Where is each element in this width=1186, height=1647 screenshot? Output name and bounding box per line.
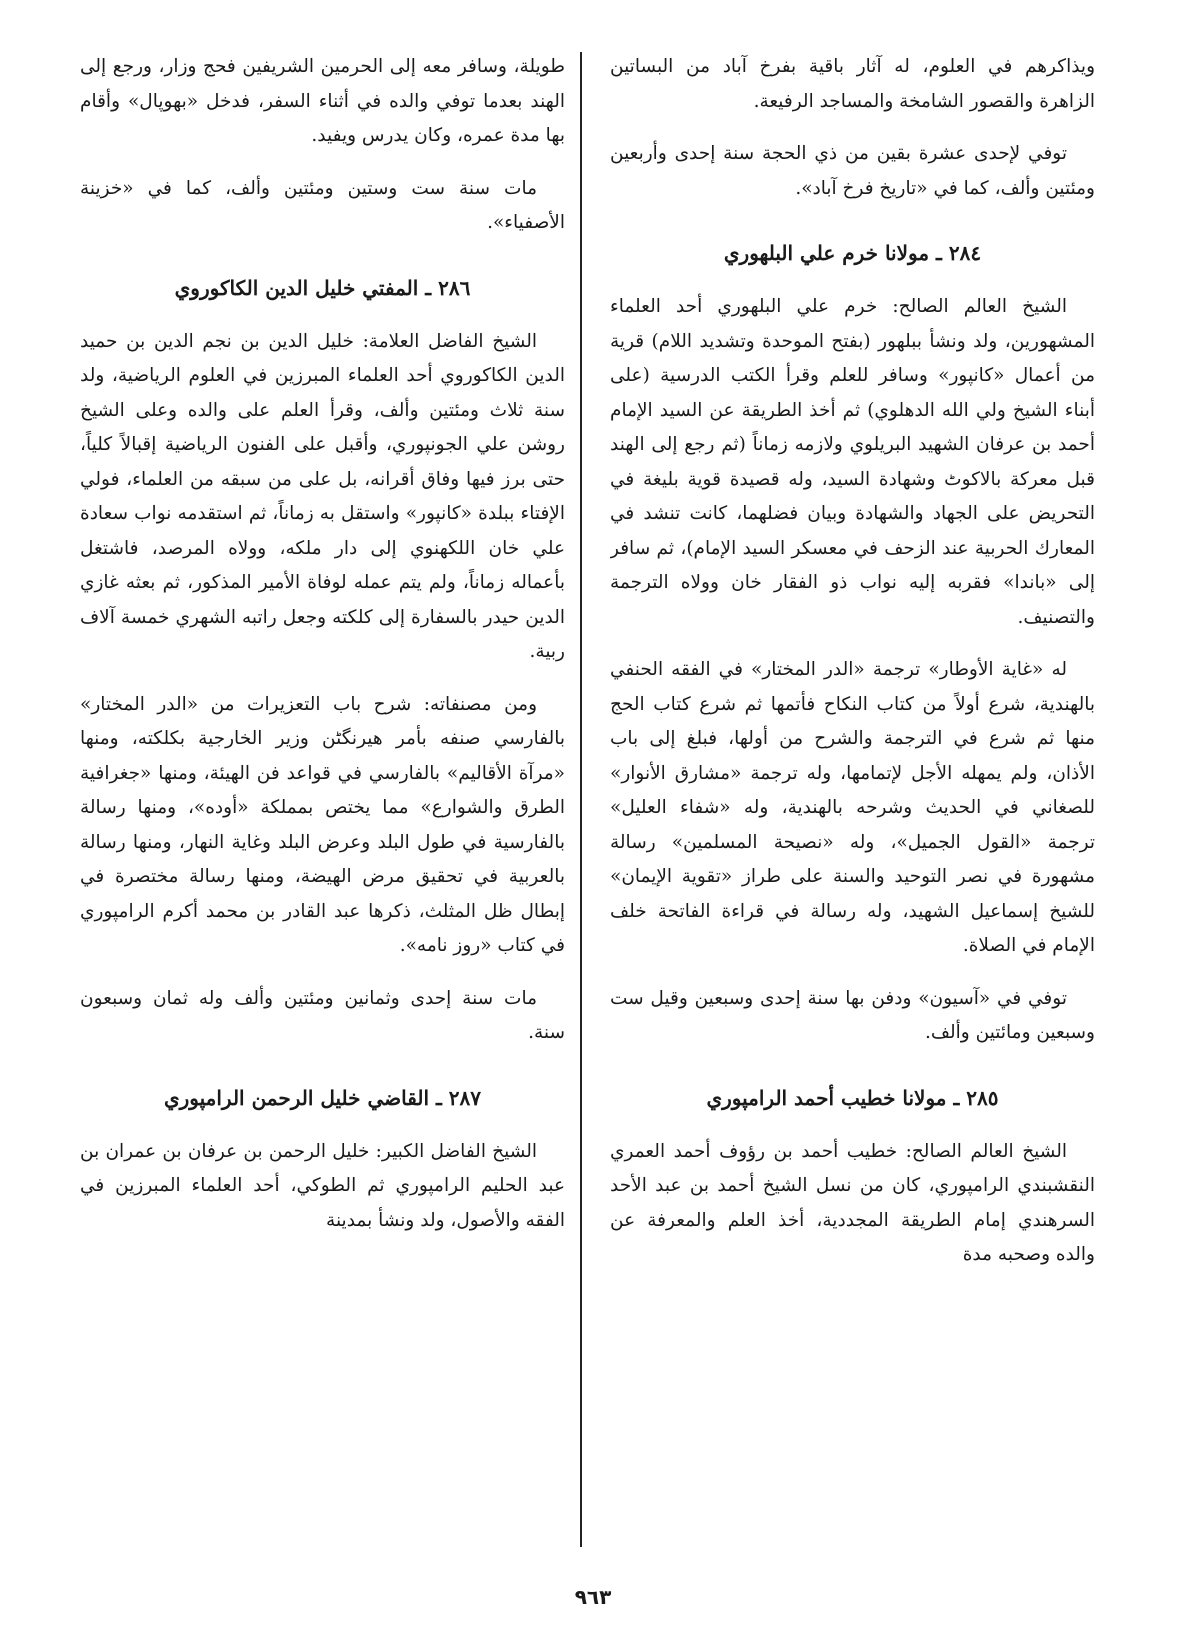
entry-heading-286: ٢٨٦ ـ المفتي خليل الدين الكاكوروي	[174, 275, 471, 300]
right-column	[610, 50, 1095, 1550]
entry-heading-284: ٢٨٤ ـ مولانا خرم علي البلهوري	[723, 241, 982, 265]
paragraph: الشيخ العالم الصالح: خطيب أحمد بن رؤوف أحمد العمري النقشبندي الرامپوري، كان من نسل الشيخ أحمد بن عبد الأحد السرهندي إمام الطريقة المجددية، أخذ العلم والمعرفة عن والده وصحبه مدة	[610, 1140, 1095, 1265]
entry-heading-285: ٢٨٥ ـ مولانا خطيب أحمد الرامپوري	[706, 1085, 999, 1110]
page-number: ٩٦٣	[574, 1585, 612, 1609]
paragraph: طويلة، وسافر معه إلى الحرمين الشريفين فحج وزار، ورجع إلى الهند بعدما توفي والده في أثناء السفر، فدخل «بهوپال» وأقام بها مدة عمره، وكان يدرس ويفيد.	[80, 56, 565, 146]
left-column	[80, 50, 565, 1550]
paragraph: مات سنة ست وستين ومئتين وألف، كما في «خزينة الأصفياء».	[80, 177, 565, 233]
paragraph: مات سنة إحدى وثمانين ومئتين وألف وله ثمان وسبعون سنة.	[80, 987, 565, 1043]
paragraph: الشيخ العالم الصالح: خرم علي البلهوري أحد العلماء المشهورين، ولد ونشأ ببلهور (بفتح الموحدة وتشديد اللام) قرية من أعمال «كانپور» وسافر للعلم وقرأ الكتب الدرسية (على أبناء الشيخ ولي الله الدهلوي) ثم أخذ الطريقة عن السيد الإمام أحمد بن عرفان الشهيد البريلوي ولازمه زماناً (ثم رجع إلى الهند قبل معركة بالاكوٹ وشهادة السيد، وله قصيدة قوية بليغة في التحريض على الجهاد والشهادة وبيان فضلهما، كانت تنشد في المعارك الحربية عند الزحف في معسكر السيد الإمام)، ثم سافر إلى «باندا» فقربه إليه نواب ذو الفقار خان وولاه الترجمة والتصنيف.	[610, 296, 1095, 628]
paragraph: له «غاية الأوطار» ترجمة «الدر المختار» في الفقه الحنفي بالهندية، شرع أولاً من كتاب النكاح فأتمها ثم شرع كتاب الحج منها ثم شرع في الترجمة والشرح من أولها، فبلغ إلى باب الأذان، ولم يمهله الأجل لإتمامها، وله ترجمة «مشارق الأنوار» للصغاني في الحديث وشرحه بالهندية، وله «شفاء العليل» ترجمة «القول الجميل»، وله «نصيحة المسلمين» رسالة مشهورة في نصر التوحيد والسنة على طراز «تقوية الإيمان» للشيخ إسماعيل الشهيد، وله رسالة في قراءة الفاتحة خلف الإمام في الصلاة.	[610, 659, 1095, 956]
entry-heading-287: ٢٨٧ ـ القاضي خليل الرحمن الرامپوري	[163, 1085, 482, 1110]
paragraph: الشيخ الفاضل العلامة: خليل الدين بن نجم الدين بن حميد الدين الكاكوروي أحد العلماء المبرزين في العلوم الرياضية، ولد سنة ثلاث ومئتين وألف، وقرأ العلم على والده وعلى الشيخ روشن علي الجونپوري، وأقبل على الفنون الرياضية إقبالاً كلياً، حتى برز فيها وفاق أقرانه، بل على من سبقه من العلماء، فولي الإفتاء ببلدة «كانپور» واستقل به زماناً، ثم استقدمه نواب سعادة علي خان اللكهنوي إلى دار ملكه، وولاه المرصد، فاشتغل بأعماله زماناً، ولم يتم عمله لوفاة الأمير المذكور، ثم بعثه غازي الدين حيدر بالسفارة إلى كلكته وجعل راتبه الشهري خمسة آلاف ربية.	[80, 330, 565, 662]
paragraph: ويذاكرهم في العلوم، له آثار باقية بفرخ آباد من البساتين الزاهرة والقصور الشامخة والمساجد الرفيعة.	[610, 56, 1095, 112]
paragraph: توفي لإحدى عشرة بقين من ذي الحجة سنة إحدى وأربعين ومئتين وألف، كما في «تاريخ فرخ آباد».	[610, 143, 1095, 199]
paragraph: توفي في «آسيون» ودفن بها سنة إحدى وسبعين وقيل ست وسبعين ومائتين وألف.	[610, 987, 1095, 1043]
paragraph: الشيخ الفاضل الكبير: خليل الرحمن بن عرفان بن عمران بن عبد الحليم الرامپوري ثم الطوكي، أحد العلماء المبرزين في الفقه والأصول، ولد ونشأ بمدينة	[80, 1140, 565, 1231]
paragraph: ومن مصنفاته: شرح باب التعزيرات من «الدر المختار» بالفارسي صنفه بأمر هيرنگٹن وزير الخارجية بكلكته، ومنها «مرآة الأقاليم» بالفارسي في قواعد فن الهيئة، ومنها «جغرافية الطرق والشوارع» مما يختص بمملكة «أوده»، ومنها رسالة بالفارسية في طول البلد وعرض البلد وغاية النهار، ومنها رسالة بالعربية في تحقيق مرض الهيضة، ومنها رسالة مختصرة في إبطال ظل المثلث، ذكرها عبد القادر بن محمد أكرم الرامپوري في كتاب «روز نامه».	[80, 693, 565, 956]
column-divider	[580, 52, 582, 1547]
